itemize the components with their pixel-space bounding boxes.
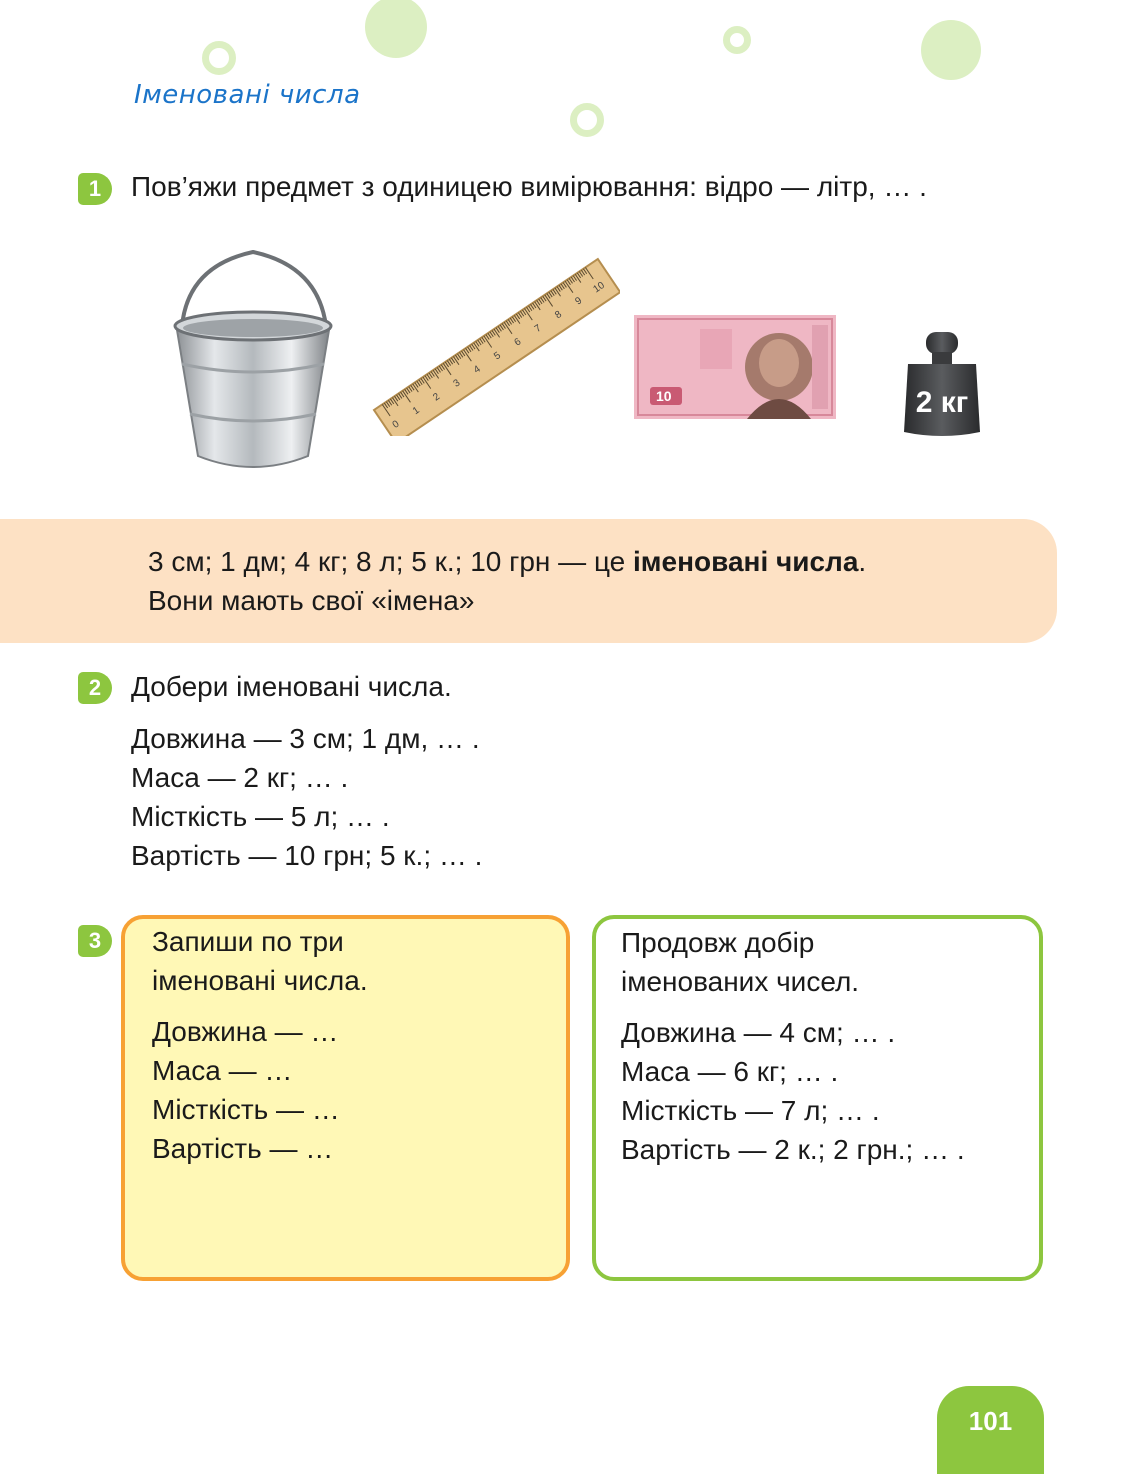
page-number: 101 [937, 1386, 1044, 1474]
decor-circle [365, 0, 427, 58]
decor-circle [921, 20, 981, 80]
ruler-label: 6 [512, 336, 524, 349]
task3-left-line: Місткість — … [152, 1094, 340, 1125]
ruler-label: 4 [471, 363, 483, 377]
ruler-label: 0 [390, 418, 402, 431]
ruler-label: 7 [532, 322, 544, 335]
task-number-badge: 3 [78, 925, 112, 957]
weight-label: 2 кг [915, 386, 969, 419]
task3-right-lines [621, 1013, 965, 1169]
bucket-icon [168, 246, 338, 474]
ruler-label: 1 [410, 404, 422, 418]
ruler-label: 3 [451, 377, 463, 390]
task2-line: Довжина — 3 см; 1 дм, … . [131, 723, 480, 754]
task3-left-line: Довжина — … [152, 1016, 339, 1047]
weight-icon [902, 330, 982, 438]
task3-right-line: Маса — 6 кг; … . [621, 1056, 839, 1087]
task3-right-line: Місткість — 7 л; … . [621, 1095, 880, 1126]
task2-lines [131, 719, 482, 875]
decor-ring [202, 41, 236, 75]
info-text [148, 542, 866, 620]
ruler-label: 9 [573, 295, 585, 308]
task3-left-title-line: іменовані числа. [152, 965, 368, 996]
task3-right-title-line: іменованих чисел. [621, 966, 860, 997]
banknote-icon [634, 315, 836, 419]
decor-ring [570, 103, 604, 137]
ruler-label: 5 [492, 350, 503, 363]
task3-right-title-line: Продовж добір [621, 927, 815, 958]
task3-right-title [621, 923, 859, 1001]
task2-title: Добери іменовані числа. [131, 671, 452, 702]
task3-left-title [152, 922, 368, 1000]
ruler-label: 2 [431, 391, 442, 404]
info-line-2: Вони мають свої «імена» [148, 585, 475, 616]
task-number-badge: 2 [78, 672, 112, 704]
task3-right-line: Довжина — 4 см; … . [621, 1017, 896, 1048]
info-line-1 [148, 542, 866, 581]
banknote-value: 10 [656, 388, 672, 404]
task1-text: Пов’яжи предмет з одиницею вимірювання: відро — літр, … . [131, 171, 927, 202]
ruler-label: 8 [553, 309, 564, 322]
task-number-badge: 1 [78, 173, 112, 205]
info-line-1-suffix: . [858, 546, 867, 577]
info-highlight: іменовані числа [633, 546, 859, 577]
task3-left-title-line: Запиши по три [152, 926, 344, 957]
ruler-icon [362, 250, 620, 436]
task2-line: Маса — 2 кг; … . [131, 762, 349, 793]
decor-ring [723, 26, 751, 54]
task3-left-lines [152, 1012, 340, 1168]
task3-left-line: Вартість — … [152, 1133, 334, 1164]
task3-right-line: Вартість — 2 к.; 2 грн.; … . [621, 1134, 965, 1165]
info-line-1-prefix: 3 см; 1 дм; 4 кг; 8 л; 5 к.; 10 грн — це [148, 546, 634, 577]
task2-line: Вартість — 10 грн; 5 к.; … . [131, 840, 483, 871]
ruler-label: 10 [591, 280, 607, 296]
task3-left-line: Маса — … [152, 1055, 293, 1086]
section-title: Іменовані числа [134, 80, 361, 110]
task2-line: Місткість — 5 л; … . [131, 801, 390, 832]
